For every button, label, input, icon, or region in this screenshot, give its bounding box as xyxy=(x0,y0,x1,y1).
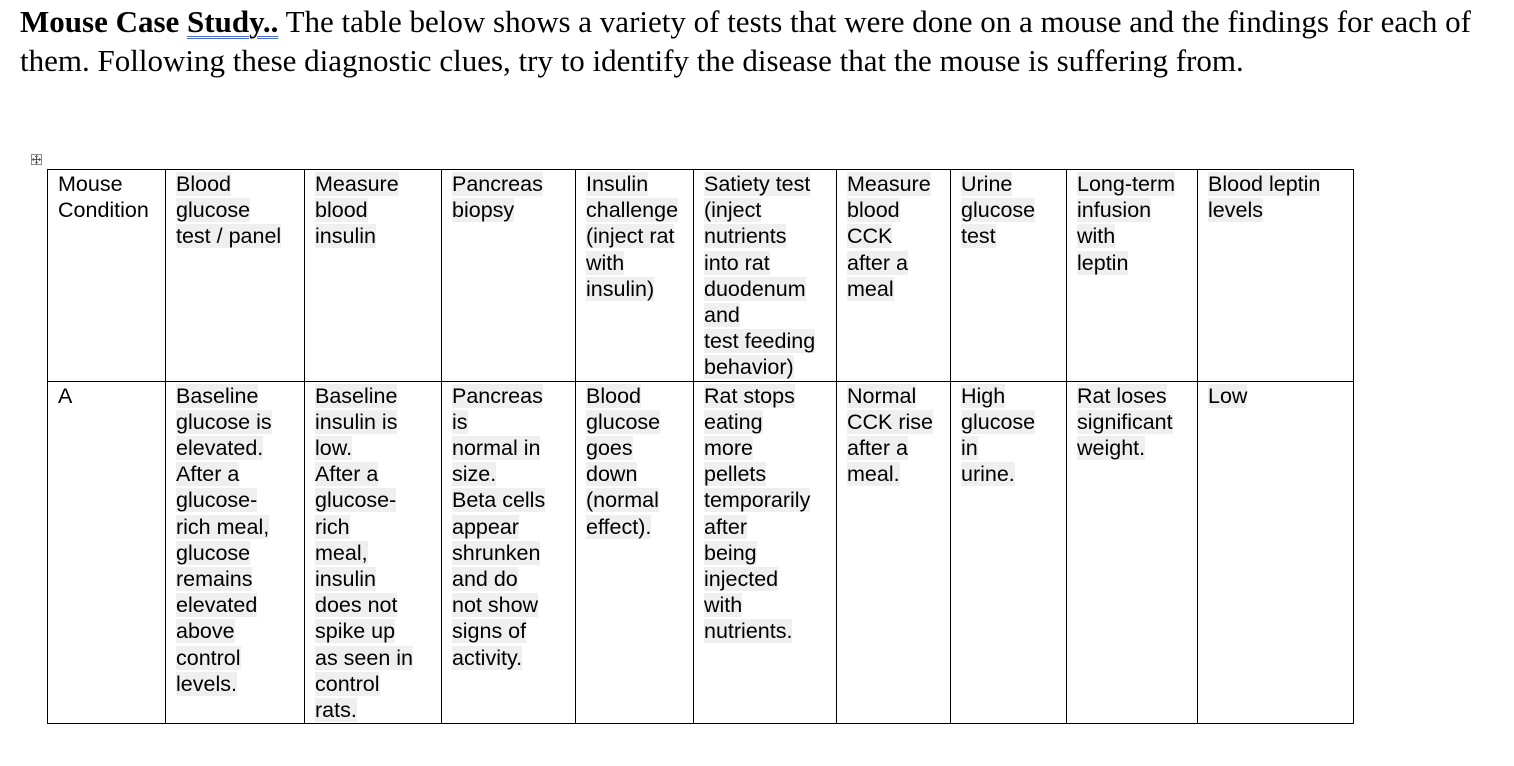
case-study-title xyxy=(20,4,278,39)
header-cell: Blood glucose test / panel xyxy=(166,170,305,382)
data-cell: A xyxy=(48,381,166,724)
header-cell: Blood leptin levels xyxy=(1198,170,1354,382)
data-cell: Baseline insulin is low. After a glucose- rich meal, insulin does not spike up as seen in control rats. xyxy=(305,381,442,724)
findings-table xyxy=(47,169,1354,724)
title-part-2-spellcheck: Study.. xyxy=(187,4,279,39)
data-cell: Normal CCK rise after a meal. xyxy=(837,381,951,724)
data-cell: Rat stops eating more pellets temporarily after being injected with nutrients. xyxy=(694,381,837,724)
data-cell: Blood glucose goes down (normal effect). xyxy=(576,381,694,724)
table-header-row xyxy=(48,170,1354,382)
header-cell: Urine glucose test xyxy=(951,170,1067,382)
case-study-intro xyxy=(20,2,1500,80)
data-cell: Low xyxy=(1198,381,1354,724)
header-cell: Measure blood insulin xyxy=(305,170,442,382)
intro-body-text: The table below shows a variety of tests that were done on a mouse and the findings for each of them. Following these diagnostic clues, try to identify the disease that the mouse is suffering from. xyxy=(20,4,1471,78)
data-cell: Pancreas is normal in size. Beta cells appear shrunken and do not show signs of activity. xyxy=(442,381,576,724)
data-cell: High glucose in urine. xyxy=(951,381,1067,724)
data-cell: Rat loses significant weight. xyxy=(1067,381,1198,724)
header-cell: Pancreas biopsy xyxy=(442,170,576,382)
title-part-1: Mouse Case xyxy=(20,4,188,39)
table-row xyxy=(48,381,1354,724)
header-cell: Measure blood CCK after a meal xyxy=(837,170,951,382)
table-move-handle-icon[interactable] xyxy=(31,154,42,165)
data-cell: Baseline glucose is elevated. After a glucose- rich meal, glucose remains elevated above control levels. xyxy=(166,381,305,724)
header-cell: Satiety test (inject nutrients into rat duodenum and test feeding behavior) xyxy=(694,170,837,382)
header-cell: Insulin challenge (inject rat with insulin) xyxy=(576,170,694,382)
header-cell: Long-term infusion with leptin xyxy=(1067,170,1198,382)
header-cell: Mouse Condition xyxy=(48,170,166,382)
